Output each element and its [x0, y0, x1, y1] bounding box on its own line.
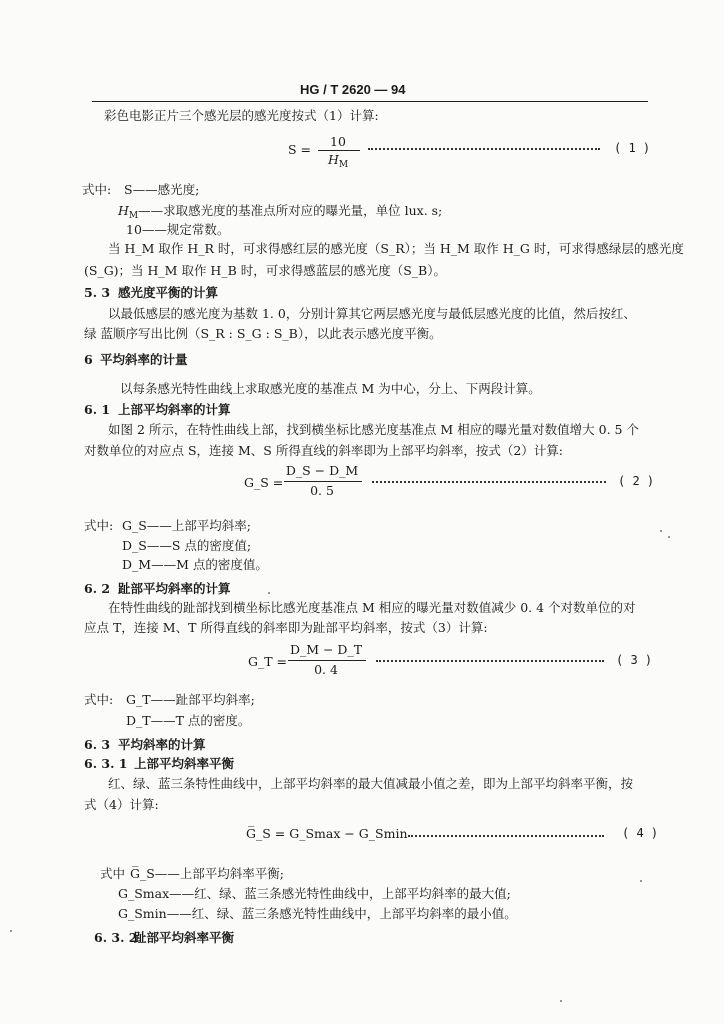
defs2-dm: D_M——M 点的密度值。	[122, 557, 268, 572]
defs4-gsmin: G_Smin——红、绿、蓝三条感光特性曲线中，上部平均斜率的最小值。	[118, 906, 517, 921]
eq3-numerator: D_M − D_T	[289, 642, 363, 657]
para6-text: 以每条感光特性曲线上求取感光度的基准点 M 为中心，分上、下两段计算。	[120, 381, 541, 396]
scan-speck	[640, 880, 642, 882]
defs1-hm-text: ——求取感光度的基准点所对应的曝光量，单位 lux. s;	[138, 203, 443, 218]
eq2-leader-dots	[372, 481, 606, 483]
section-6-number: 6	[84, 352, 93, 367]
eq1-numerator: 10	[330, 134, 346, 149]
eq3-denominator: 0. 4	[314, 662, 338, 677]
scan-speck	[660, 530, 662, 532]
defs1-hm	[118, 203, 442, 224]
section-6-3-1-number: 6. 3. 1	[84, 756, 128, 771]
defs1-lead: 式中:	[82, 182, 112, 197]
eq1-lhs: S =	[288, 142, 312, 157]
eq2-lhs: G_S =	[244, 475, 284, 490]
eq1-denominator	[318, 152, 358, 170]
section-6-1-number: 6. 1	[84, 402, 111, 417]
section-6-3-number: 6. 3	[84, 737, 111, 752]
para62-line1: 在特性曲线的趾部找到横坐标比感光度基准点 M 相应的曝光量对数值减少 0. 4 个对数单位的对	[108, 600, 636, 615]
para61-line2: 对数单位的对应点 S，连接 M、S 所得直线的斜率即为上部平均斜率，按式（2）计算:	[84, 443, 564, 458]
defs1-ten: 10——规定常数。	[126, 222, 230, 237]
para53-line2: 绿 蓝顺序写出比例（S_R : S_G : S_B），以此表示感光度平衡。	[84, 326, 442, 341]
eq1-leader-dots	[368, 148, 600, 150]
defs4-gsmax: G_Smax——红、绿、蓝三条感光特性曲线中，上部平均斜率的最大值;	[118, 886, 511, 901]
scan-speck	[560, 1000, 562, 1002]
para62-line2: 应点 T，连接 M、T 所得直线的斜率即为趾部平均斜率，按式（3）计算:	[84, 620, 488, 635]
section-6-3-2-number: 6. 3. 2	[94, 930, 138, 945]
eq4-number: ( 4 )	[622, 826, 659, 840]
section-5-3-title: 感光度平衡的计算	[118, 285, 219, 300]
scan-speck	[10, 930, 12, 932]
scan-speck	[268, 592, 270, 594]
section-6-3-1-title: 上部平均斜率平衡	[134, 756, 235, 771]
defs2-lead: 式中:	[84, 518, 114, 533]
section-6-2-number: 6. 2	[84, 581, 111, 596]
page-header-code: HG / T 2620 — 94	[300, 82, 406, 97]
defs1-s: S——感光度;	[124, 182, 200, 197]
defs2-ds: D_S——S 点的密度值;	[122, 538, 252, 553]
eq2-denominator: 0. 5	[310, 483, 334, 498]
para61-line1: 如图 2 所示，在特性曲线上部，找到横坐标比感光度基准点 M 相应的曝光量对数值增大 0. 5 个	[108, 422, 639, 437]
defs4-gsbar: G̅_S——上部平均斜率平衡;	[130, 866, 285, 881]
eq1-fraction-bar	[318, 150, 360, 151]
eq2-number: ( 2 )	[618, 474, 655, 488]
scan-speck	[668, 536, 670, 538]
para53-line1: 以最低感层的感光度为基数 1. 0，分别计算其它两层感光度与最低层感光度的比值，然后按红、	[108, 306, 636, 321]
eq4-expression: G̅_S = G_Smax − G_Smin	[246, 826, 408, 841]
eq2-fraction-bar	[284, 481, 362, 482]
defs3-dt: D_T——T 点的密度。	[126, 713, 251, 728]
para1-line2: (S_G)；当 H_M 取作 H_B 时，可求得感蓝层的感光度（S_B）。	[84, 263, 446, 278]
eq4-leader-dots	[408, 835, 604, 837]
eq1-number: ( 1 )	[614, 141, 651, 155]
eq3-leader-dots	[376, 660, 604, 662]
header-rule	[92, 101, 648, 102]
defs2-gs: G_S——上部平均斜率;	[122, 518, 252, 533]
eq3-number: ( 3 )	[616, 653, 653, 667]
para631-line2: 式（4）计算:	[84, 797, 159, 812]
section-5-3-number: 5. 3	[84, 285, 111, 300]
defs3-lead: 式中:	[84, 692, 114, 707]
defs1-hm-sub: M	[128, 211, 139, 221]
intro-text: 彩色电影正片三个感光层的感光度按式（1）计算:	[104, 108, 379, 123]
defs1-hm-symbol: H	[118, 203, 129, 218]
section-6-1-title: 上部平均斜率的计算	[118, 402, 231, 417]
defs4-lead: 式中	[100, 866, 126, 881]
para631-line1: 红、绿、蓝三条特性曲线中，上部平均斜率的最大值减最小值之差，即为上部平均斜率平衡，按	[108, 776, 634, 791]
defs3-gt: G_T——趾部平均斜率;	[126, 692, 255, 707]
eq1-den-sub: M	[338, 160, 349, 170]
para1-line1: 当 H_M 取作 H_R 时，可求得感红层的感光度（S_R）；当 H_M 取作 H_G 时，可求得感绿层的感光度	[108, 241, 684, 256]
section-6-2-title: 趾部平均斜率的计算	[118, 581, 231, 596]
eq3-fraction-bar	[288, 660, 366, 661]
eq1-den-symbol: H	[327, 152, 339, 167]
eq2-numerator: D_S − D_M	[285, 463, 359, 478]
eq3-lhs: G_T =	[248, 654, 288, 669]
section-6-3-title: 平均斜率的计算	[118, 737, 206, 752]
section-6-3-2-title: 趾部平均斜率平衡	[134, 930, 235, 945]
section-6-title: 平均斜率的计量	[100, 352, 188, 367]
